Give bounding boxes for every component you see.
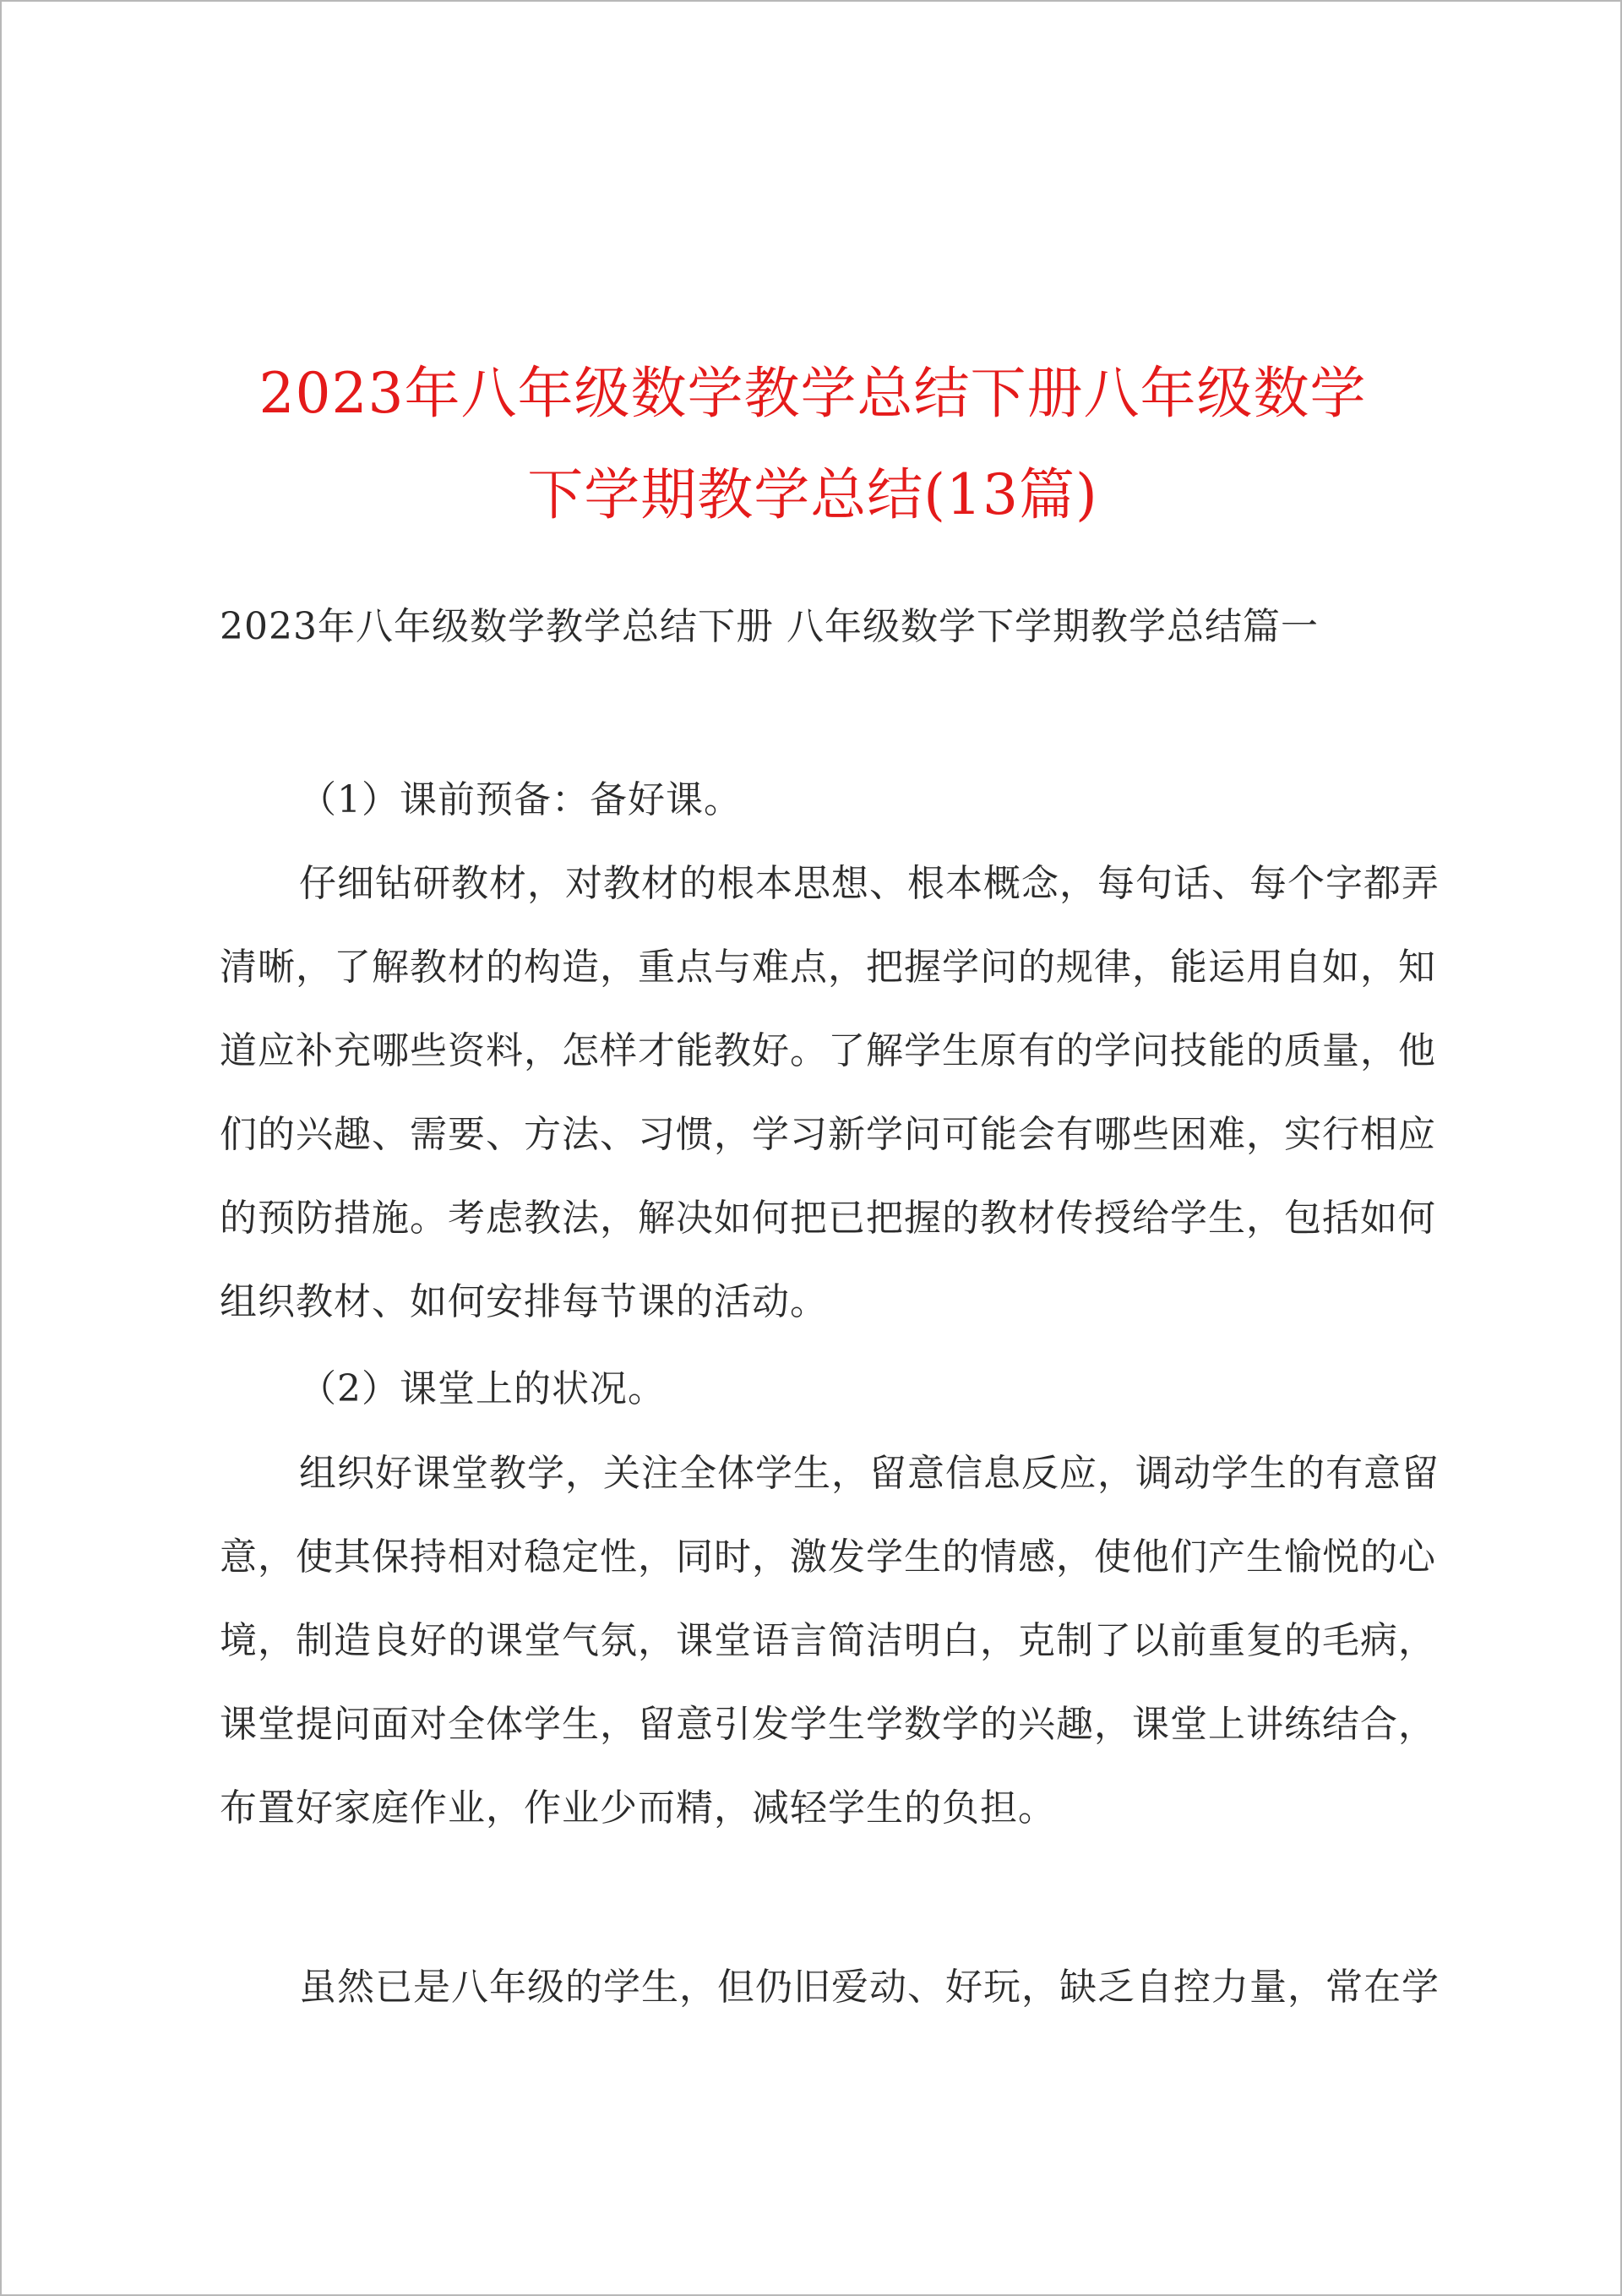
- paragraph-line: 道应补充哪些资料，怎样才能教好。了解学生原有的学问技能的质量，他: [220, 1029, 1436, 1072]
- paragraph-line: 的预防措施。考虑教法，解决如何把已把握的教材传授给学生，包括如何: [220, 1197, 1436, 1240]
- paragraph-line: 仔细钻研教材，对教材的根本思想、根本概念，每句话、每个字都弄: [299, 862, 1440, 905]
- paragraph-line: 们的兴趣、需要、方法、习惯，学习新学问可能会有哪些困难，实行相应: [220, 1113, 1436, 1156]
- paragraph-line: 组织教材、如何安排每节课的活动。: [220, 1280, 828, 1323]
- section-heading-2: （2）课堂上的状况。: [299, 1367, 666, 1410]
- document-title-line-2: 下学期教学总结(13篇): [527, 462, 1098, 527]
- paragraph-line: 组织好课堂教学，关注全体学生，留意信息反应，调动学生的有意留: [299, 1452, 1440, 1495]
- paragraph-line: 虽然已是八年级的学生，但仍旧爱动、好玩，缺乏自控力量，常在学: [299, 1966, 1440, 2009]
- paragraph-line: 课堂提问面对全体学生，留意引发学生学数学的兴趣，课堂上讲练结合，: [220, 1703, 1436, 1746]
- paragraph-line: 境，制造良好的课堂气氛，课堂语言简洁明白，克制了以前重复的毛病，: [220, 1619, 1436, 1662]
- paragraph-line: 意，使其保持相对稳定性，同时，激发学生的情感，使他们产生愉悦的心: [220, 1535, 1436, 1579]
- section-heading-1: （1）课前预备：备好课。: [299, 778, 742, 821]
- document-title-line-1: 2023年八年级数学教学总结下册八年级数学: [259, 361, 1367, 426]
- document-subtitle: 2023年八年级数学教学总结下册 八年级数学下学期教学总结篇一: [220, 605, 1319, 648]
- paragraph-line: 清晰，了解教材的构造，重点与难点，把握学问的规律，能运用自如，知: [220, 946, 1436, 989]
- paragraph-line: 布置好家庭作业，作业少而精，减轻学生的负担。: [220, 1786, 1056, 1830]
